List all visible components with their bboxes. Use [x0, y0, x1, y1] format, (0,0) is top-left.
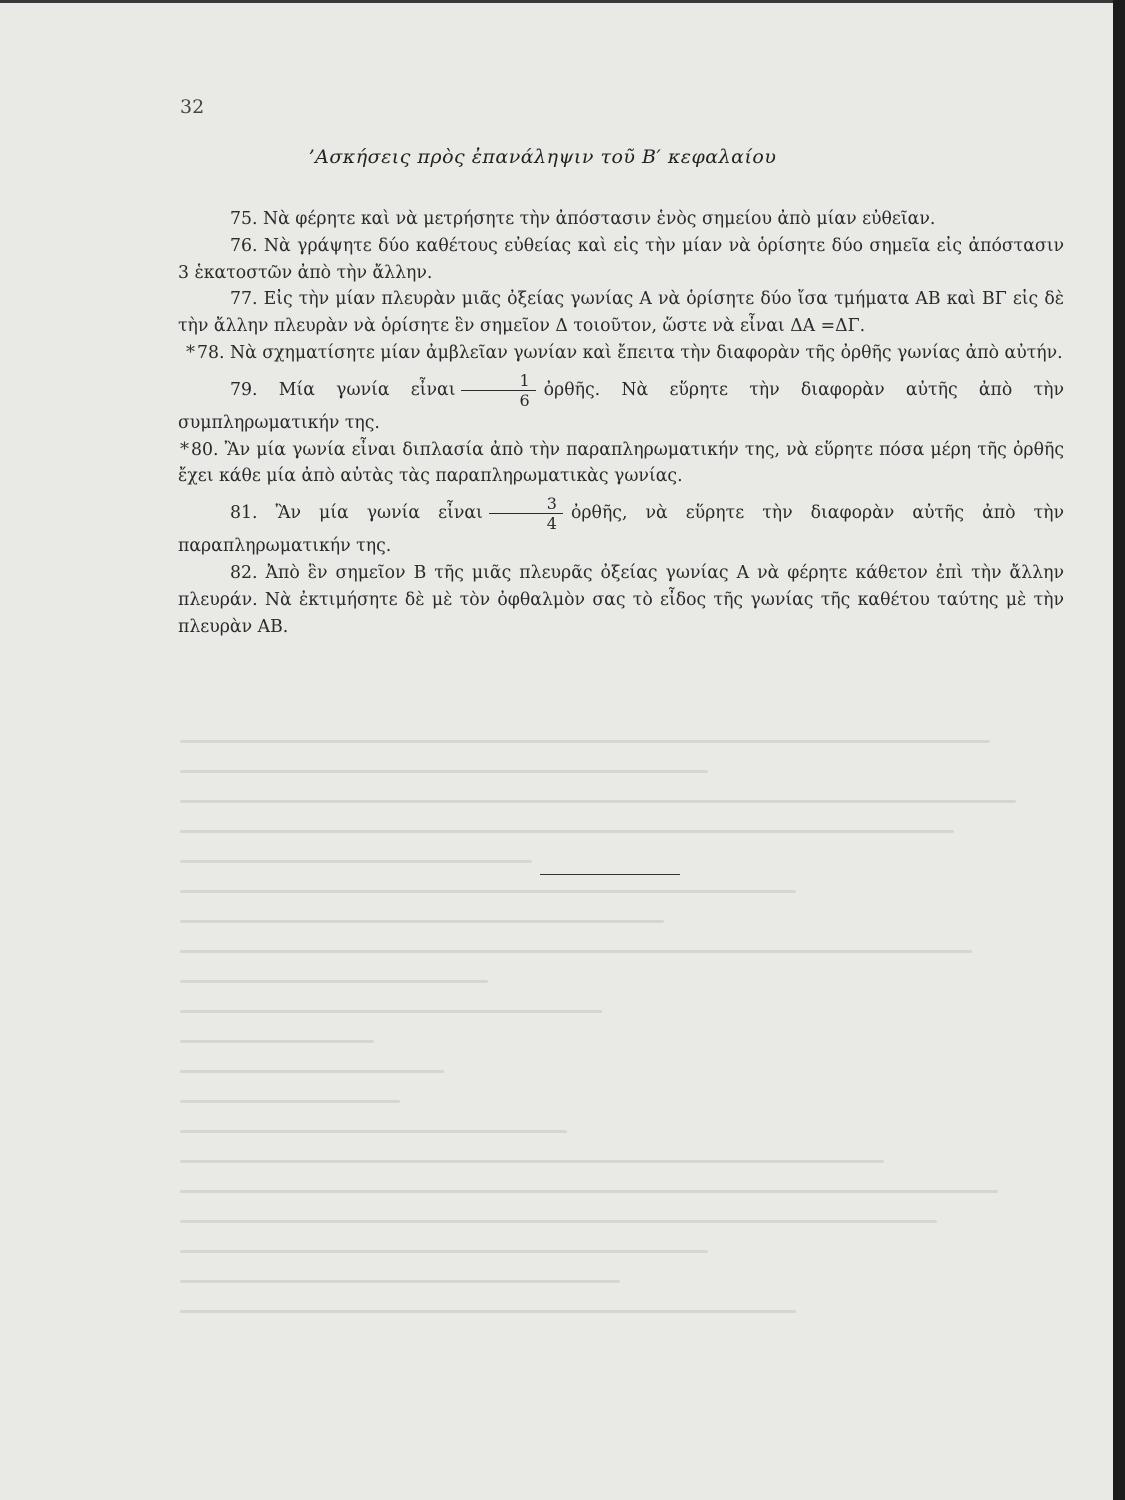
exercise-82: 82. Ἀπὸ ἓν σημεῖον Β τῆς μιᾶς πλευρᾶς ὀξείας γωνίας Α νὰ φέρητε κάθετον ἐπὶ τὴν ἄλλην πλευράν. Νὰ ἐκτιμήσητε δὲ μὲ τὸν ὀφθαλμὸν σας τὸ εἶδος τῆς γωνίας τῆς καθέτου ταύτης μὲ τὴν πλευρὰν ΑΒ. — [178, 562, 1064, 637]
exercise-79-before: 79. Μία γωνία εἶναι — [230, 379, 456, 400]
show-through-text — [180, 740, 1060, 1360]
fraction-denominator: 4 — [546, 514, 557, 534]
exercise-75: 75. Νὰ φέρητε καὶ νὰ μετρήσητε τὴν ἀπόστασιν ἑνὸς σημείου ἀπὸ μίαν εὐθεῖαν. — [230, 209, 936, 229]
fraction-numerator: 1 — [461, 371, 535, 391]
exercise-list — [178, 206, 1064, 640]
fraction-denominator: 6 — [519, 390, 530, 410]
exercise-79-after: ὀρθῆς. Νὰ εὕρητε τὴν διαφορὰν αὐτῆς ἀπὸ τὴν συμπληρωματικήν της. — [178, 379, 1064, 433]
page-number: 32 — [180, 96, 205, 118]
fraction — [461, 371, 535, 410]
exercise-81 — [178, 494, 1064, 560]
exercise-81-after: ὀρθῆς, νὰ εὕρητε τὴν διαφορὰν αὐτῆς ἀπὸ τὴν παραπληρωματικήν της. — [178, 503, 1064, 557]
scan-top-edge — [0, 0, 1125, 3]
exercise-76: 76. Νὰ γράψητε δύο καθέτους εὐθείας καὶ εἰς τὴν μίαν νὰ ὁρίσητε δύο σημεῖα εἰς ἀπόστασιν 3 ἑκατοστῶν ἀπὸ τὴν ἄλλην. — [178, 235, 1064, 283]
asterisk-mark-icon: * — [186, 341, 195, 363]
fraction — [489, 494, 563, 533]
exercise-80-text: 80. Ἂν μία γωνία εἶναι διπλασία ἀπὸ τὴν παραπληρωματικήν της, νὰ εὕρητε πόσα μέρη τῆς ὀρθῆς ἔχει κάθε μία ἀπὸ αὐτὰς τὰς παραπληρωματικὰς γωνίας. — [178, 439, 1064, 487]
exercise-77: 77. Εἰς τὴν μίαν πλευρὰν μιᾶς ὀξείας γωνίας Α νὰ ὁρίσητε δύο ἴσα τμήματα ΑΒ καὶ ΒΓ εἰς δὲ τὴν ἄλλην πλευρὰν νὰ ὁρίσητε ἓν σημεῖον Δ τοιοῦτον, ὥστε νὰ εἶναι ΔΑ =ΔΓ. — [178, 289, 1064, 337]
fraction-numerator: 3 — [489, 494, 563, 514]
scan-right-edge — [1113, 0, 1125, 1500]
section-end-divider — [540, 874, 680, 875]
exercise-78-text: 78. Νὰ σχηματίσητε μίαν ἀμβλεῖαν γωνίαν καὶ ἔπειτα τὴν διαφορὰν τῆς ὀρθῆς γωνίας ἀπὸ αὐτήν. — [197, 342, 1063, 363]
exercise-80 — [178, 437, 1064, 491]
exercise-81-before: 81. Ἂν μία γωνία εἶναι — [230, 503, 483, 524]
exercise-78 — [178, 340, 1064, 367]
asterisk-mark-icon: * — [180, 438, 189, 460]
exercise-79 — [178, 371, 1064, 437]
section-heading: ’Ασκήσεις πρὸς ἐπανάληψιν τοῦ Β′ κεφαλαίου — [308, 146, 777, 168]
